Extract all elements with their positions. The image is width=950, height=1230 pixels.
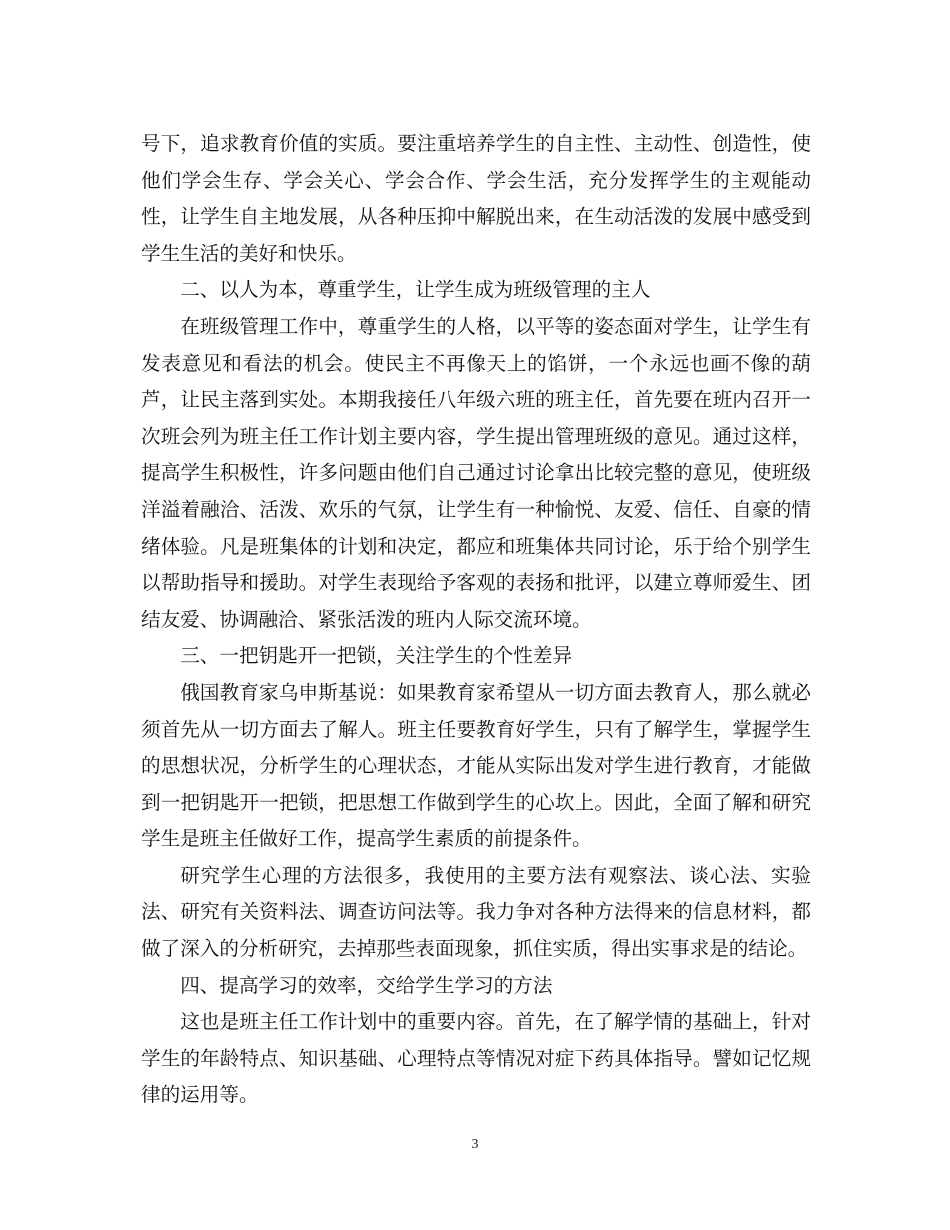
section-heading-3: 三、一把钥匙开一把锁，关注学生的个性差异: [180, 644, 573, 668]
paragraph-class-management: 在班级管理工作中，尊重学生的人格，以平等的姿态面对学生，让学生有发表意见和看法的机会。使民主不再像天上的馅饼，一个永远也画不像的葫芦，让民主落到实处。本期我接任八年级六班的班主任，首先要在班内召开一次班会列为班主任工作计划主要内容，学生提出管理班级的意见。通过这样，提高学生积极性，许多问题由他们自己通过讨论拿出比较完整的意见，使班级洋溢着融洽、活泼、欢乐的气氛，让学生有一种愉悦、友爱、信任、自豪的情绪体验。凡是班集体的计划和决定，都应和班集体共同讨论，乐于给个别学生以帮助指导和援助。对学生表现给予客观的表扬和批评，以建立尊师爱生、团结友爱、协调融洽、紧张活泼的班内人际交流环境。: [141, 314, 811, 631]
section-heading-4: 四、提高学习的效率，交给学生学习的方法: [180, 973, 553, 997]
paragraph-ushinsky-quote: 俄国教育家乌申斯基说：如果教育家希望从一切方面去教育人，那么就必须首先从一切方面去了解人。班主任要教育好学生，只有了解学生，掌握学生的思想状况，分析学生的心理状态，才能从实际出发对学生进行教育，才能做到一把钥匙开一把锁，把思想工作做到学生的心坎上。因此，全面了解和研究学生是班主任做好工作，提高学生素质的前提条件。: [141, 680, 811, 851]
paragraph-learning-efficiency: 这也是班主任工作计划中的重要内容。首先，在了解学情的基础上，针对学生的年龄特点、知识基础、心理特点等情况对症下药具体指导。譬如记忆规律的运用等。: [141, 1010, 811, 1107]
paragraph-research-methods: 研究学生心理的方法很多，我使用的主要方法有观察法、谈心法、实验法、研究有关资料法、调查访问法等。我力争对各种方法得来的信息材料，都做了深入的分析研究，去掉那些表面现象，抓住实质，得出实事求是的结论。: [141, 863, 811, 961]
page-number: 3: [471, 1137, 479, 1152]
paragraph-continuation: 号下，追求教育价值的实质。要注重培养学生的自主性、主动性、创造性，使他们学会生存、学会关心、学会合作、学会生活，充分发挥学生的主观能动性，让学生自主地发展，从各种压抑中解脱出来，在生动活泼的发展中感受到学生生活的美好和快乐。: [141, 132, 811, 265]
body-text: [141, 126, 811, 1114]
section-heading-2: 二、以人为本，尊重学生，让学生成为班级管理的主人: [180, 278, 651, 302]
